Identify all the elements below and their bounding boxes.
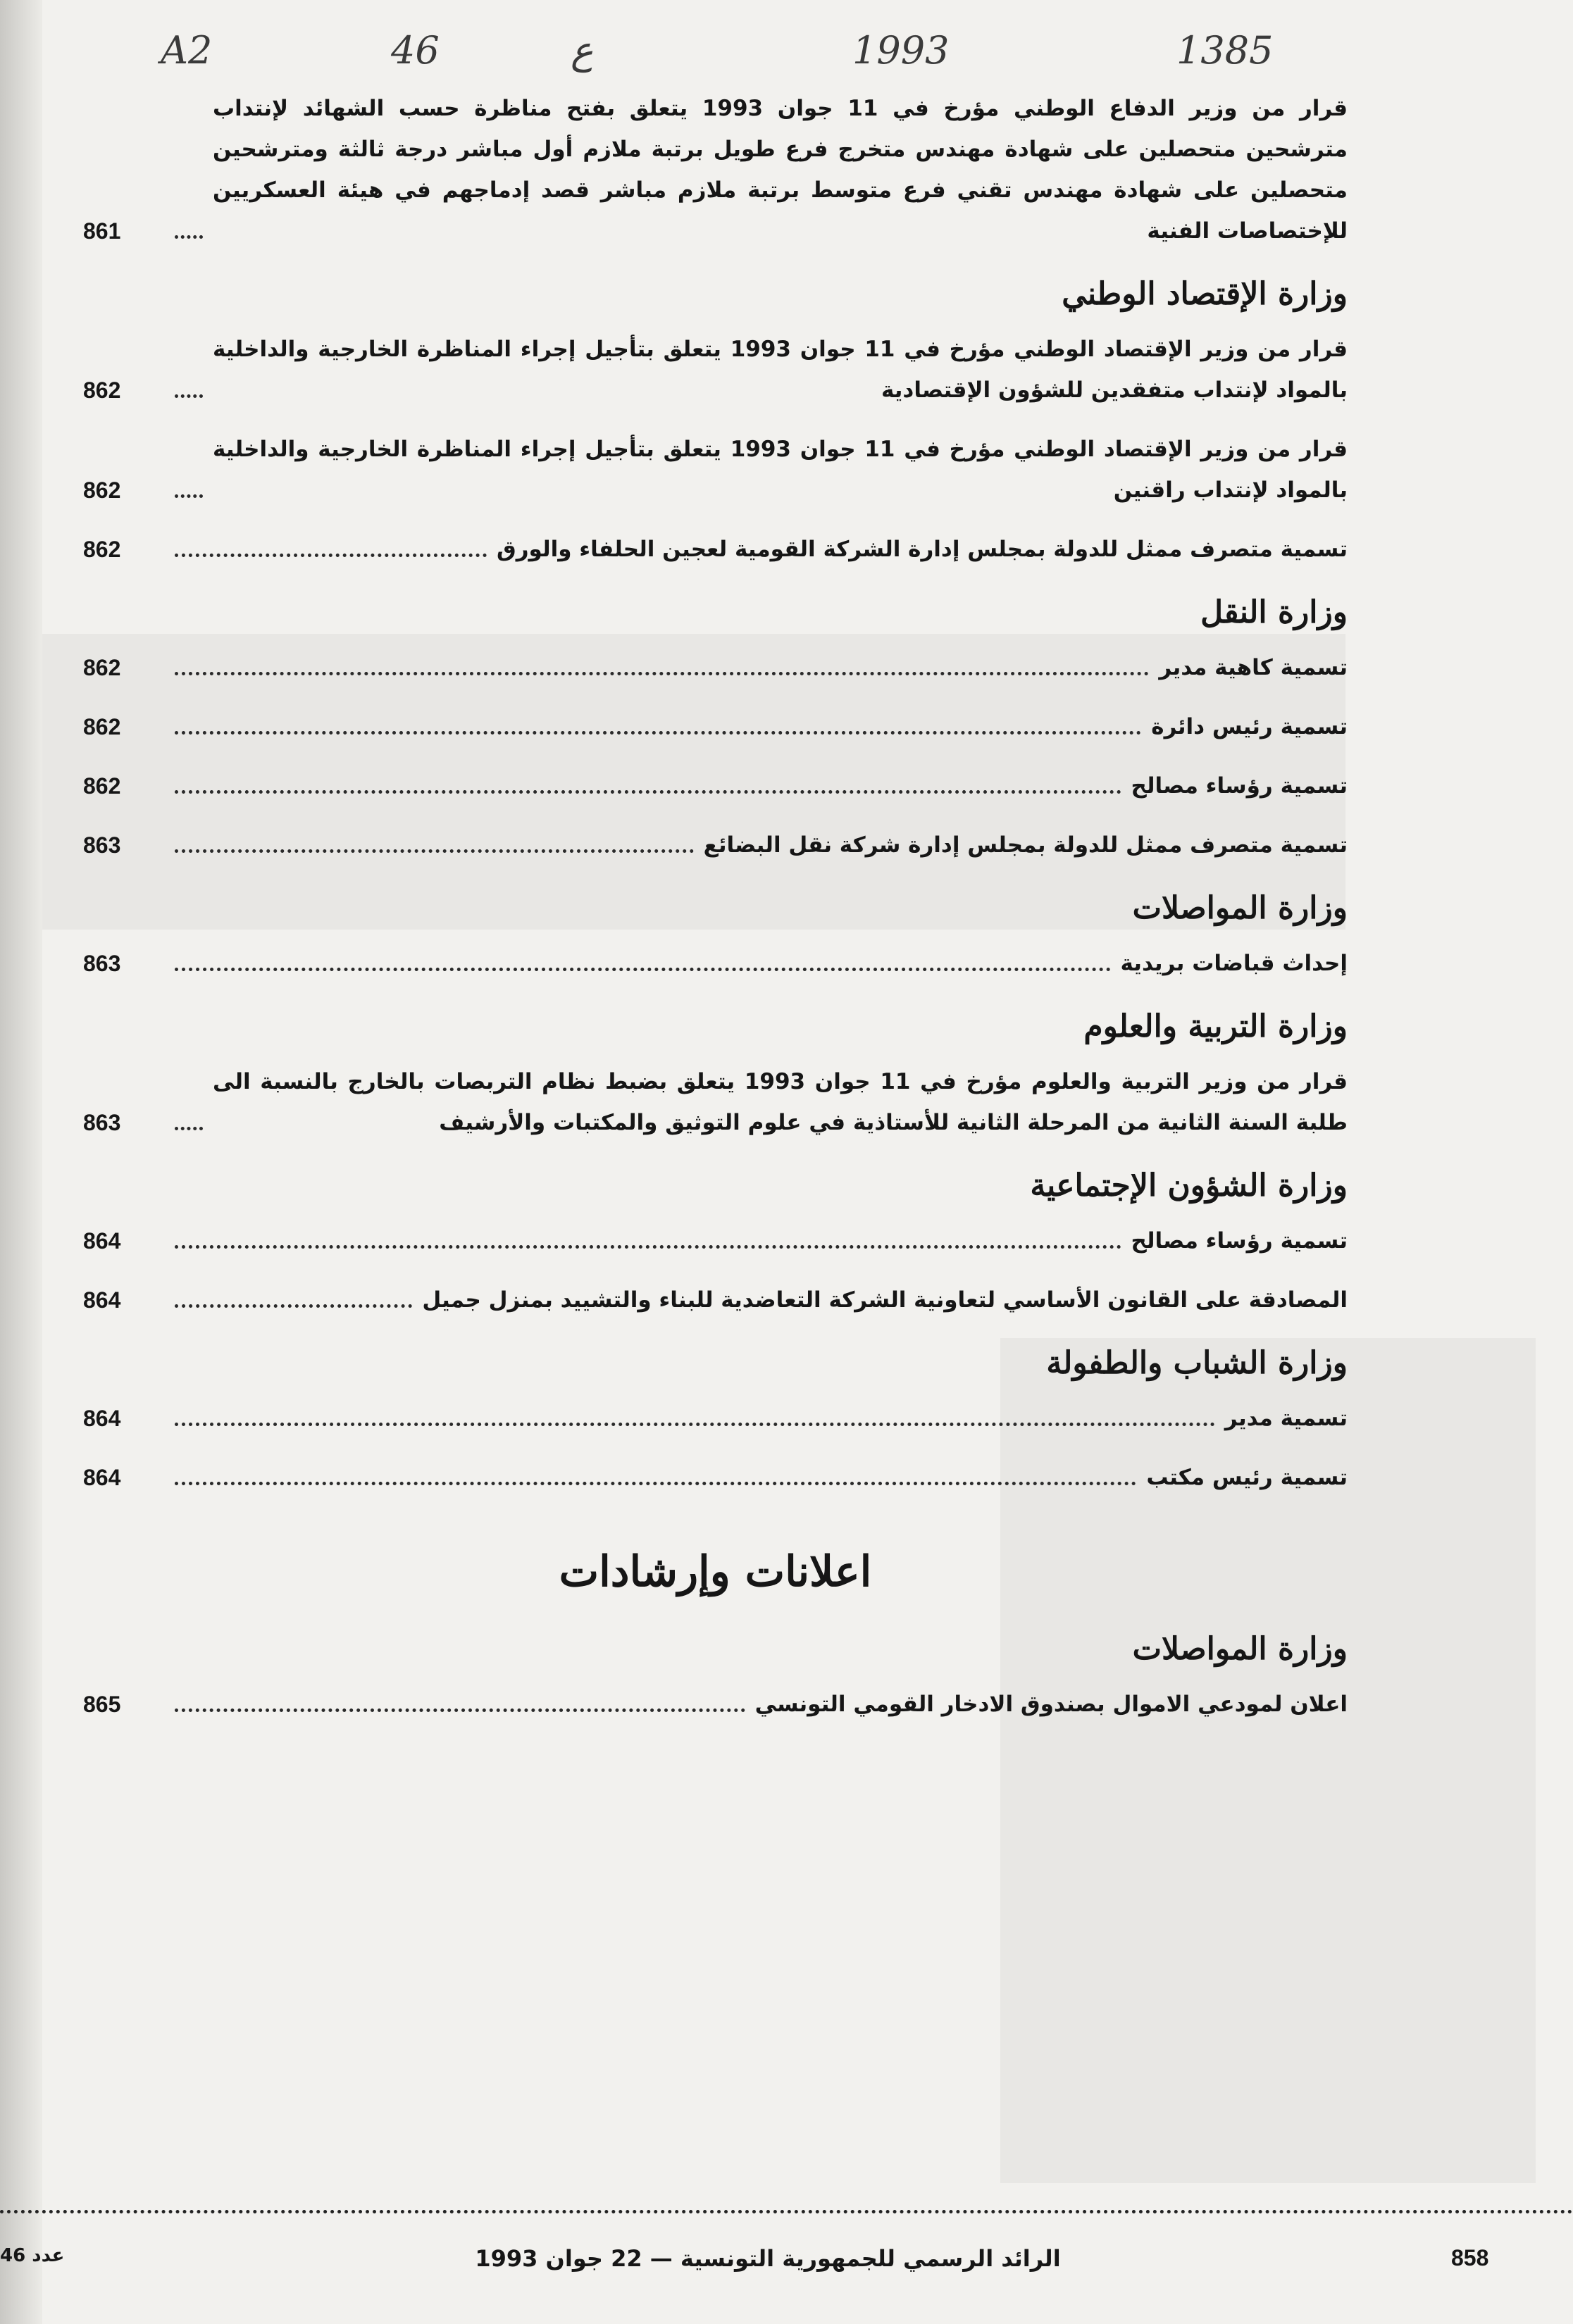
dot-leader: [175, 968, 1111, 971]
toc-entry: [83, 647, 1348, 688]
footer-rule: [0, 2210, 1573, 2213]
page-number: 862: [83, 377, 121, 403]
toc-entry: [83, 1684, 1348, 1725]
dot-leader: [175, 1708, 745, 1712]
entry-text: تسمية متصرف ممثل للدولة بمجلس إدارة شركة نقل البضائع: [703, 832, 1348, 858]
dot-leader: [175, 494, 203, 498]
handwritten-ain: ع: [571, 28, 594, 73]
toc-entry: [83, 429, 1348, 511]
announcements-heading: اعلانات وإرشادات: [559, 1547, 872, 1597]
entry-text: قرار من وزير التربية والعلوم مؤرخ في 11 جوان 1993 يتعلق بضبط نظام التربصات بالخارج بالنسبة الى طلبة السنة الثانية من المرحلة الثانية للأستاذية في علوم التوثيق والمكتبات والأرشيف: [213, 1069, 1348, 1135]
dot-leader: [175, 235, 203, 239]
page-number: 864: [83, 1406, 121, 1431]
page-number: 864: [83, 1228, 121, 1254]
entry-text: قرار من وزير الدفاع الوطني مؤرخ في 11 جوان 1993 يتعلق بفتح مناظرة حسب الشهائد لإنتداب مترشحين متحصلين على شهادة مهندس متخرج فرع طويل برتبة ملازم أول مباشر درجة ثالثة ومترشحين متحصلين على شهادة مهندس تقني فرع متوسط برتبة ملازم مباشر قصد إدماجهم في هيئة العسكريين للإختصاصات الفنية: [213, 96, 1348, 244]
page-number: 861: [83, 218, 121, 244]
dot-leader: [175, 731, 1141, 735]
section-heading-youth: وزارة الشباب والطفولة: [1046, 1345, 1348, 1381]
entry-text: تسمية متصرف ممثل للدولة بمجلس إدارة الشركة القومية لعجين الحلفاء والورق: [496, 537, 1348, 562]
toc-entry: [83, 1061, 1348, 1143]
entry-text: تسمية كاهية مدير: [1159, 655, 1348, 680]
entry-text: تسمية رؤساء مصالح: [1131, 1228, 1348, 1254]
toc-entry: [83, 825, 1348, 866]
page-number: 862: [83, 537, 121, 562]
page-number: 862: [83, 477, 121, 503]
toc-entry: [83, 766, 1348, 806]
page-number: 864: [83, 1287, 121, 1313]
page-number: 862: [83, 773, 121, 799]
entry-text: قرار من وزير الإقتصاد الوطني مؤرخ في 11 جوان 1993 يتعلق بتأجيل إجراء المناظرة الخارجية والداخلية بالمواد لإنتداب راقنين: [213, 437, 1348, 503]
toc-entry: [83, 1280, 1348, 1320]
entry-text: إحداث قباضات بريدية: [1120, 951, 1348, 976]
table-of-contents: [83, 88, 1348, 1743]
dot-leader: [175, 1127, 203, 1130]
dot-leader: [175, 1304, 412, 1308]
handwritten-a2: A2: [161, 28, 213, 73]
page-edge-shadow: [0, 0, 42, 2324]
entry-text: تسمية رئيس دائرة: [1151, 714, 1348, 739]
handwritten-notes: [0, 28, 1573, 92]
handwritten-code: 1385: [1176, 28, 1274, 73]
entry-text: اعلان لمودعي الاموال بصندوق الادخار القومي التونسي: [754, 1692, 1348, 1717]
section-heading-education: وزارة التربية والعلوم: [1083, 1008, 1348, 1044]
dot-leader: [175, 394, 203, 398]
toc-entry: [83, 706, 1348, 747]
dot-leader: [175, 1423, 1215, 1426]
section-heading-social-affairs: وزارة الشؤون الإجتماعية: [1030, 1168, 1348, 1204]
dot-leader: [175, 849, 694, 853]
toc-entry: [83, 943, 1348, 984]
toc-entry: [83, 529, 1348, 570]
handwritten-46: 46: [391, 28, 440, 73]
entry-text: تسمية مدير: [1224, 1406, 1348, 1431]
page-number: 863: [83, 832, 121, 858]
entry-text: تسمية رؤساء مصالح: [1131, 773, 1348, 799]
section-heading-communications-announcements: وزارة المواصلات: [1132, 1631, 1348, 1667]
page-number: 862: [83, 655, 121, 680]
section-heading-communications: وزارة المواصلات: [1132, 890, 1348, 926]
dot-leader: [175, 672, 1149, 675]
page-number: 863: [83, 951, 121, 976]
section-heading-transport: وزارة النقل: [1200, 594, 1348, 630]
handwritten-year: 1993: [852, 28, 950, 73]
dot-leader: [175, 554, 487, 557]
toc-entry: [83, 1398, 1348, 1439]
toc-entry: [83, 329, 1348, 411]
page-number: 862: [83, 714, 121, 739]
entry-text: المصادقة على القانون الأساسي لتعاونية الشركة التعاضدية للبناء والتشييد بمنزل جميل: [422, 1287, 1348, 1313]
toc-entry: [83, 1457, 1348, 1498]
dot-leader: [175, 790, 1121, 794]
footer-issue: عدد 46: [0, 2245, 65, 2266]
toc-entry-defense: [83, 88, 1348, 251]
entry-text: تسمية رئيس مكتب: [1146, 1465, 1348, 1490]
page-number: 863: [83, 1110, 121, 1135]
section-heading-economy: وزارة الإقتصاد الوطني: [1062, 276, 1348, 312]
footer-page-number: 858: [1451, 2245, 1489, 2270]
page-number: 864: [83, 1465, 121, 1490]
dot-leader: [175, 1245, 1121, 1249]
page-number: 865: [83, 1692, 121, 1717]
dot-leader: [175, 1482, 1136, 1485]
entry-text: قرار من وزير الإقتصاد الوطني مؤرخ في 11 جوان 1993 يتعلق بتأجيل إجراء المناظرة الخارجية والداخلية بالمواد لإنتداب متفقدين للشؤون الإقتصادية: [213, 337, 1348, 403]
footer-gazette-title: الرائد الرسمي للجمهورية التونسية — 22 جوان 1993: [475, 2245, 1061, 2272]
toc-entry: [83, 1220, 1348, 1261]
